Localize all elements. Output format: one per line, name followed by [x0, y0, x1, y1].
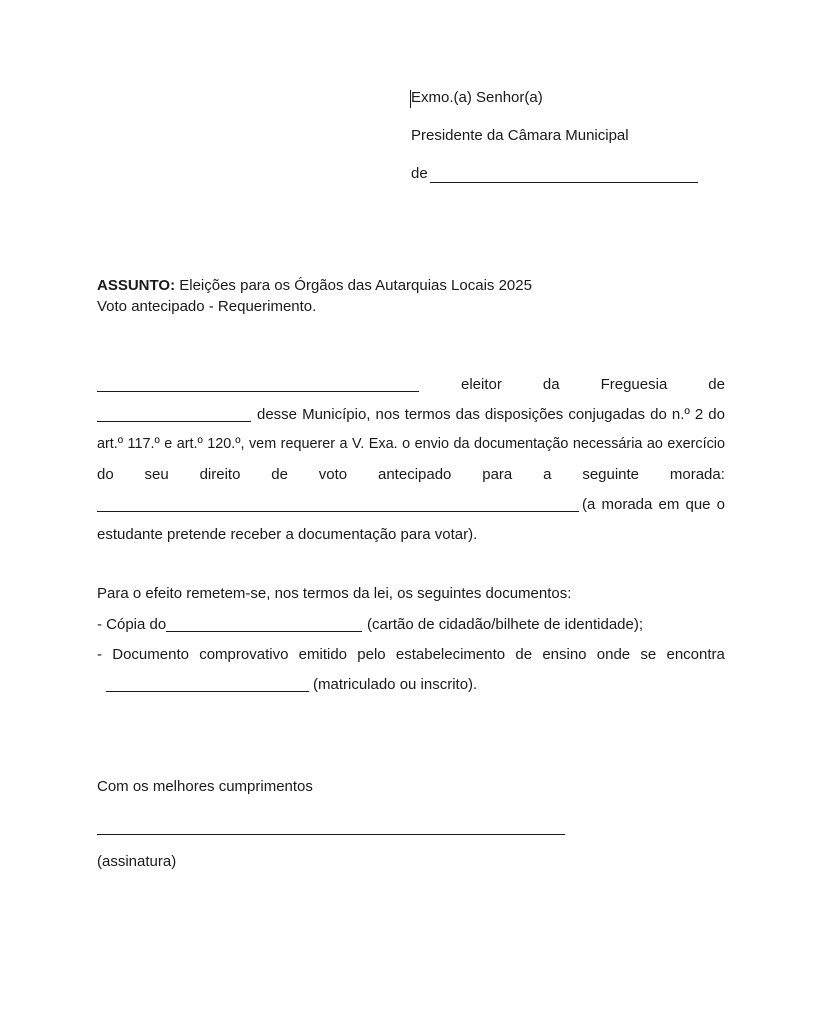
- signature-blank-line: [97, 834, 565, 835]
- address-blank-line: [97, 511, 579, 512]
- subject-text: Eleições para os Órgãos das Autarquias Locais 2025: [179, 277, 532, 294]
- item1-prefix: - Cópia do: [97, 616, 167, 633]
- municipality-blank-line: [430, 182, 698, 183]
- item2-row: [97, 646, 725, 663]
- item1-suffix: (cartão de cidadão/bilhete de identidade);: [367, 616, 644, 633]
- item2-suffix: (matriculado ou inscrito).: [313, 676, 478, 693]
- item2-word: encontra: [666, 646, 725, 663]
- p1-row4-word: antecipado: [378, 466, 452, 483]
- p1-row4-word: seu: [144, 466, 169, 483]
- p1-row4-word: para: [482, 466, 513, 483]
- p1-row4-word: morada:: [669, 466, 725, 483]
- p1-row6: estudante pretende receber a documentação para votar).: [97, 526, 478, 543]
- item2-word: ensino: [542, 646, 587, 663]
- item2-word: de: [515, 646, 533, 663]
- item2-word: comprovativo: [199, 646, 289, 663]
- item1-blank-line: [166, 631, 362, 632]
- item2-word: estabelecimento: [395, 646, 506, 663]
- p1-row2: desse Município, nos termos das disposições conjugadas do n.º 2 do: [257, 406, 725, 423]
- subject-line: [97, 277, 532, 294]
- item2-word: pelo: [357, 646, 386, 663]
- item2-word: se: [640, 646, 657, 663]
- addressee-line2: Presidente da Câmara Municipal: [411, 127, 629, 144]
- p1-row1-word: eleitor: [461, 376, 502, 393]
- p1-row4: [97, 466, 725, 483]
- addressee-line3-prefix: de: [411, 165, 428, 182]
- elector-name-blank-line: [97, 391, 419, 392]
- p1-row4-word: a: [543, 466, 552, 483]
- addressee-line1: Exmo.(a) Senhor(a): [411, 89, 543, 106]
- p1-row1-word: de: [708, 376, 725, 393]
- item2-word: Documento: [112, 646, 189, 663]
- subject-label: ASSUNTO:: [97, 277, 176, 294]
- p1-row3: art.º 117.º e art.º 120.º, vem requerer a V. Exa. o envio da documentação necessária ao exercício: [97, 436, 725, 452]
- subject-line2: Voto antecipado - Requerimento.: [97, 298, 317, 315]
- p1-row1-word: da: [542, 376, 560, 393]
- p1-row5: (a morada em que o: [582, 496, 725, 513]
- signature-label: (assinatura): [97, 853, 177, 870]
- p1-row4-word: de: [271, 466, 288, 483]
- item2-word: -: [97, 646, 102, 663]
- p2-intro: Para o efeito remetem-se, nos termos da lei, os seguintes documentos:: [97, 585, 572, 602]
- p1-row4-word: direito: [199, 466, 241, 483]
- p1-row1: [461, 376, 725, 393]
- item2-blank-line: [106, 691, 309, 692]
- item2-word: onde: [596, 646, 631, 663]
- p1-row4-word: seguinte: [582, 466, 640, 483]
- parish-blank-line: [97, 421, 251, 422]
- p1-row1-word: Freguesia: [600, 376, 668, 393]
- p1-row4-word: voto: [318, 466, 348, 483]
- item2-word: emitido: [298, 646, 348, 663]
- closing-greeting: Com os melhores cumprimentos: [97, 778, 313, 795]
- p1-row4-word: do: [97, 466, 114, 483]
